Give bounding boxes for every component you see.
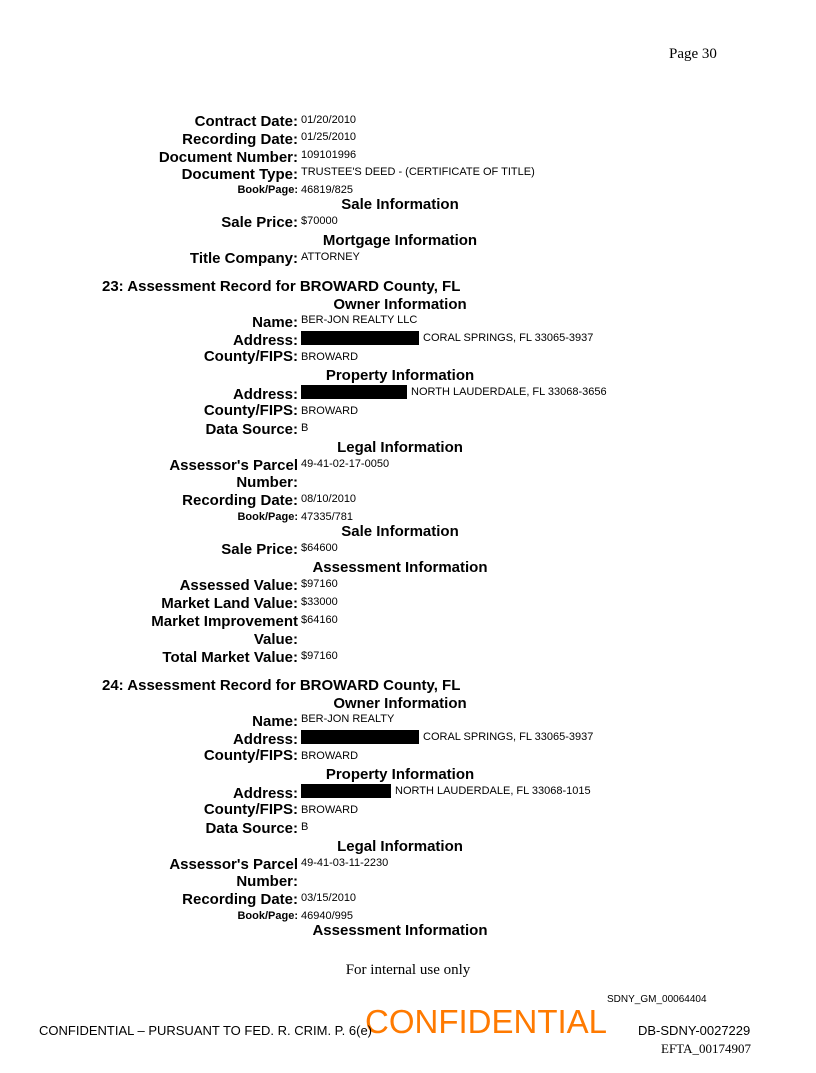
redaction-block [301, 730, 419, 744]
property-county-value: BROWARD [301, 405, 359, 417]
total-market-value-label: Total Market Value: [162, 649, 298, 666]
recording-date-label: Recording Date: [182, 131, 298, 148]
document-number-label: Document Number: [158, 149, 298, 166]
owner-name-label: Name: [252, 713, 298, 730]
property-address-value: NORTH LAUDERDALE, FL 33068-1015 [395, 785, 591, 797]
assessment-information-header: Assessment Information [312, 559, 488, 576]
redaction-block [301, 331, 419, 345]
property-county-label: County/FIPS: [203, 801, 298, 818]
efta-number: EFTA_00174907 [661, 1041, 751, 1056]
internal-use-note: For internal use only [345, 962, 471, 978]
book-page-label: Book/Page: [237, 184, 298, 196]
market-improvement-label-line1: Market Improvement [151, 613, 298, 630]
redaction-block [301, 784, 391, 798]
sale-price-label: Sale Price: [221, 541, 298, 558]
apn-value: 49-41-03-11-2230 [301, 857, 389, 869]
record-title: 23: Assessment Record for BROWARD County, FL [102, 278, 461, 295]
title-company-label: Title Company: [189, 250, 298, 267]
contract-date-label: Contract Date: [194, 113, 298, 130]
document-number-value: 109101996 [301, 149, 357, 161]
recording-date-label: Recording Date: [182, 891, 298, 908]
bates-number: SDNY_GM_00064404 [607, 994, 707, 1005]
document-control-number: DB-SDNY-0027229 [638, 1023, 751, 1038]
book-page-value: 47335/781 [301, 511, 353, 523]
book-page-value: 46940/995 [301, 910, 353, 922]
sale-price-value: $64600 [301, 542, 338, 554]
owner-county-label: County/FIPS: [203, 747, 298, 764]
property-information-header: Property Information [325, 367, 475, 384]
owner-address-label: Address: [232, 731, 298, 748]
document-type-value: TRUSTEE'S DEED - (CERTIFICATE OF TITLE) [301, 166, 535, 178]
apn-label-line2: Number: [236, 873, 298, 890]
sale-price-value: $70000 [301, 215, 338, 227]
market-land-value-label: Market Land Value: [161, 595, 298, 612]
owner-address-value: CORAL SPRINGS, FL 33065-3937 [423, 332, 594, 344]
recording-date-value: 03/15/2010 [301, 892, 357, 904]
data-source-value: B [301, 821, 309, 833]
assessed-value-value: $97160 [301, 578, 338, 590]
owner-information-header: Owner Information [333, 296, 467, 313]
owner-name-value: BER-JON REALTY [301, 713, 395, 725]
data-source-label: Data Source: [205, 421, 298, 438]
market-land-value-value: $33000 [301, 596, 338, 608]
sale-information-header: Sale Information [341, 523, 459, 540]
apn-label-line1: Assessor's Parcel [169, 856, 298, 873]
apn-label-line1: Assessor's Parcel [169, 457, 298, 474]
property-county-value: BROWARD [301, 804, 359, 816]
apn-value: 49-41-02-17-0050 [301, 458, 390, 470]
property-information-header: Property Information [325, 766, 475, 783]
recording-date-label: Recording Date: [182, 492, 298, 509]
contract-date-value: 01/20/2010 [301, 114, 357, 126]
market-improvement-value: $64160 [301, 614, 338, 626]
apn-label-line2: Number: [236, 474, 298, 491]
legal-information-header: Legal Information [337, 439, 463, 456]
assessment-information-header: Assessment Information [312, 922, 488, 939]
owner-information-header: Owner Information [333, 695, 467, 712]
confidentiality-notice: CONFIDENTIAL – PURSUANT TO FED. R. CRIM. P. 6(e) [39, 1023, 373, 1038]
property-address-label: Address: [232, 785, 298, 802]
assessed-value-label: Assessed Value: [179, 577, 298, 594]
record-title: 24: Assessment Record for BROWARD County, FL [102, 677, 461, 694]
mortgage-information-header: Mortgage Information [322, 232, 478, 249]
owner-county-value: BROWARD [301, 750, 359, 762]
book-page-label: Book/Page: [237, 910, 298, 922]
property-county-label: County/FIPS: [203, 402, 298, 419]
owner-county-value: BROWARD [301, 351, 359, 363]
document-type-label: Document Type: [181, 166, 298, 183]
book-page-value: 46819/825 [301, 184, 353, 196]
owner-address-value: CORAL SPRINGS, FL 33065-3937 [423, 731, 594, 743]
data-source-value: B [301, 422, 309, 434]
recording-date-value: 01/25/2010 [301, 131, 357, 143]
data-source-label: Data Source: [205, 820, 298, 837]
book-page-label: Book/Page: [237, 511, 298, 523]
owner-name-value: BER-JON REALTY LLC [301, 314, 418, 326]
owner-county-label: County/FIPS: [203, 348, 298, 365]
recording-date-value: 08/10/2010 [301, 493, 357, 505]
property-address-label: Address: [232, 386, 298, 403]
owner-name-label: Name: [252, 314, 298, 331]
legal-information-header: Legal Information [337, 838, 463, 855]
title-company-value: ATTORNEY [301, 251, 360, 263]
total-market-value-value: $97160 [301, 650, 338, 662]
confidential-stamp: CONFIDENTIAL [365, 1003, 608, 1040]
sale-information-header: Sale Information [341, 196, 459, 213]
property-address-value: NORTH LAUDERDALE, FL 33068-3656 [411, 386, 607, 398]
owner-address-label: Address: [232, 332, 298, 349]
redaction-block [301, 385, 407, 399]
page-number: Page 30 [669, 46, 717, 62]
market-improvement-label-line2: Value: [253, 631, 298, 648]
sale-price-label: Sale Price: [221, 214, 298, 231]
